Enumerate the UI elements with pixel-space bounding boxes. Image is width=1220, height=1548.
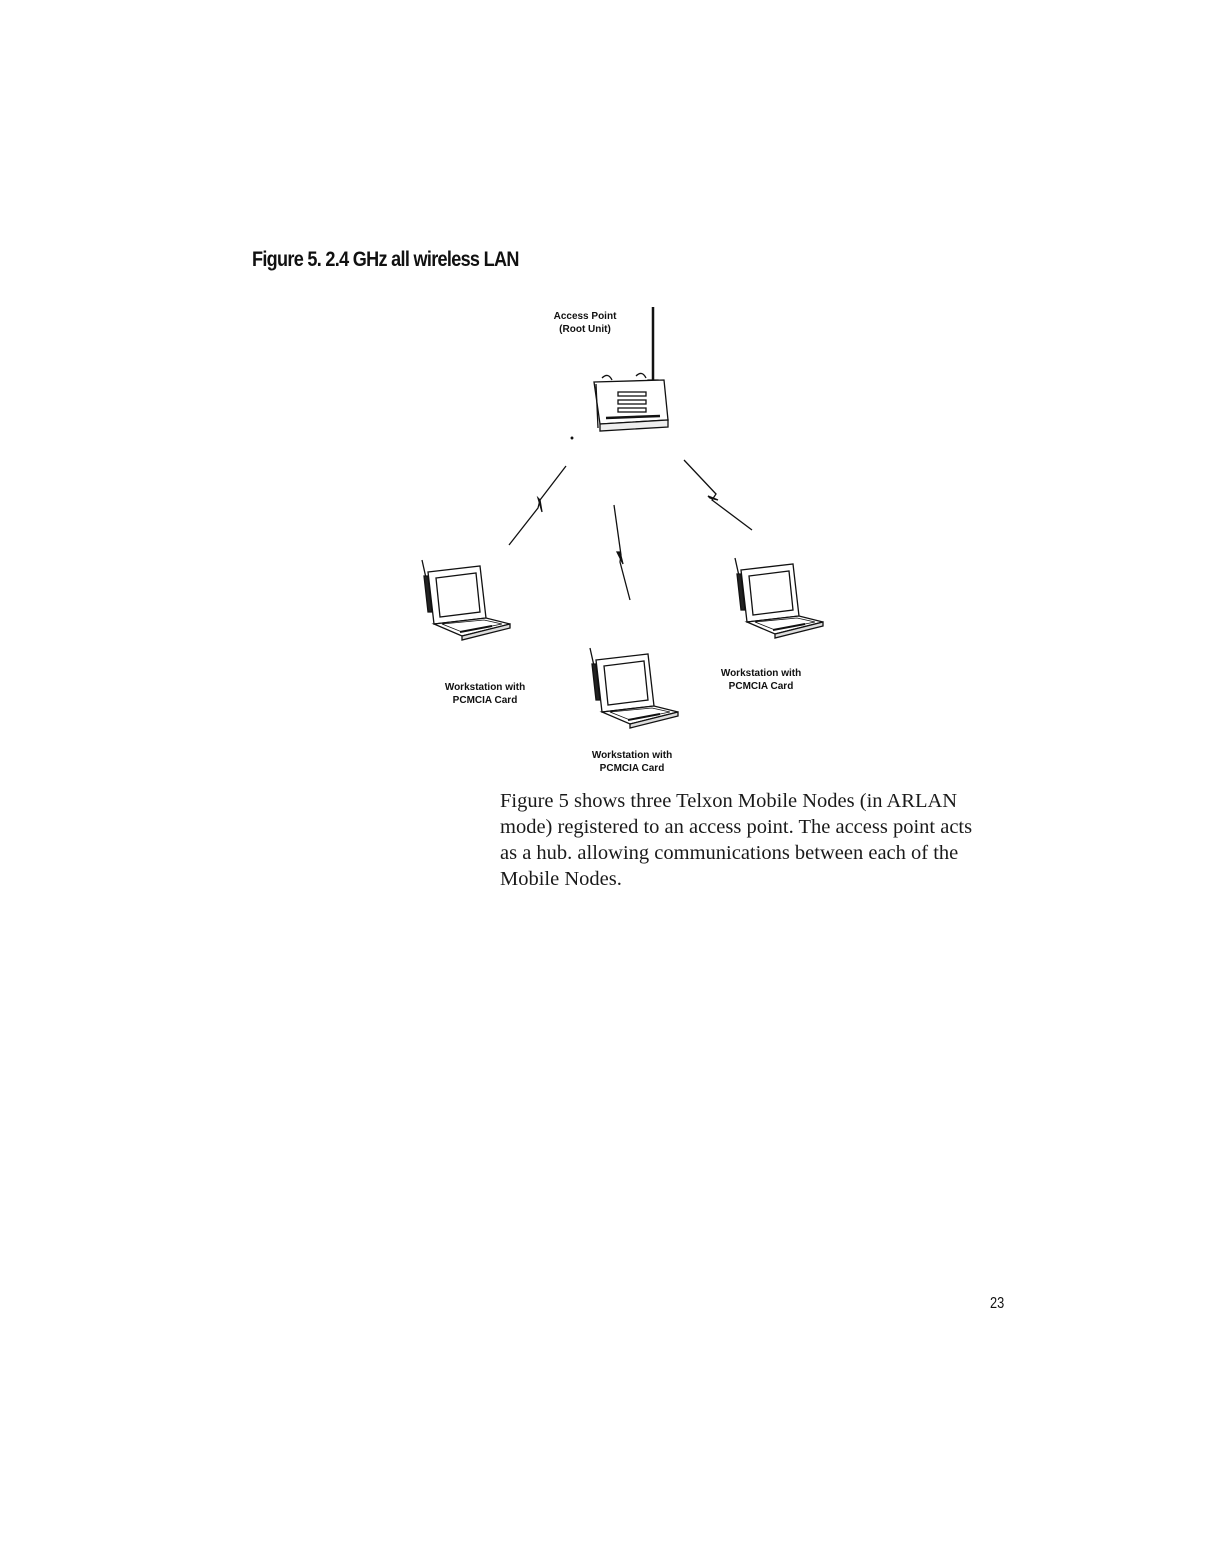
radio-link-left-icon <box>509 466 566 545</box>
workstation-label-line2: PCMCIA Card <box>599 763 665 774</box>
workstation-label-line2: PCMCIA Card <box>728 681 794 692</box>
workstation-center-label <box>567 749 697 775</box>
access-point-label-line1: Access Point <box>553 311 617 322</box>
workstation-label-line1: Workstation with <box>591 750 673 761</box>
page-number: 23 <box>990 1295 1005 1312</box>
access-point-label <box>530 310 640 336</box>
workstation-center-icon <box>590 648 678 728</box>
radio-link-icons <box>509 437 752 600</box>
workstation-label-line2: PCMCIA Card <box>452 695 518 706</box>
figure-title: Figure 5. 2.4 GHz all wireless LAN <box>252 248 519 271</box>
body-paragraph: Figure 5 shows three Telxon Mobile Nodes (in ARLAN mode) registered to an access point. The access point acts as a hub. allowing communications between each of the Mobile Nodes. <box>500 790 973 890</box>
workstation-left-icon <box>422 560 510 640</box>
workstation-right-icon <box>735 558 823 638</box>
workstation-left-label <box>420 681 550 707</box>
radio-link-right-icon <box>684 460 752 530</box>
workstation-label-line1: Workstation with <box>444 682 526 693</box>
workstation-right-label <box>696 667 826 693</box>
workstation-label-line1: Workstation with <box>720 668 802 679</box>
access-point-label-line2: (Root Unit) <box>559 324 611 335</box>
radio-link-center-icon <box>614 505 630 600</box>
